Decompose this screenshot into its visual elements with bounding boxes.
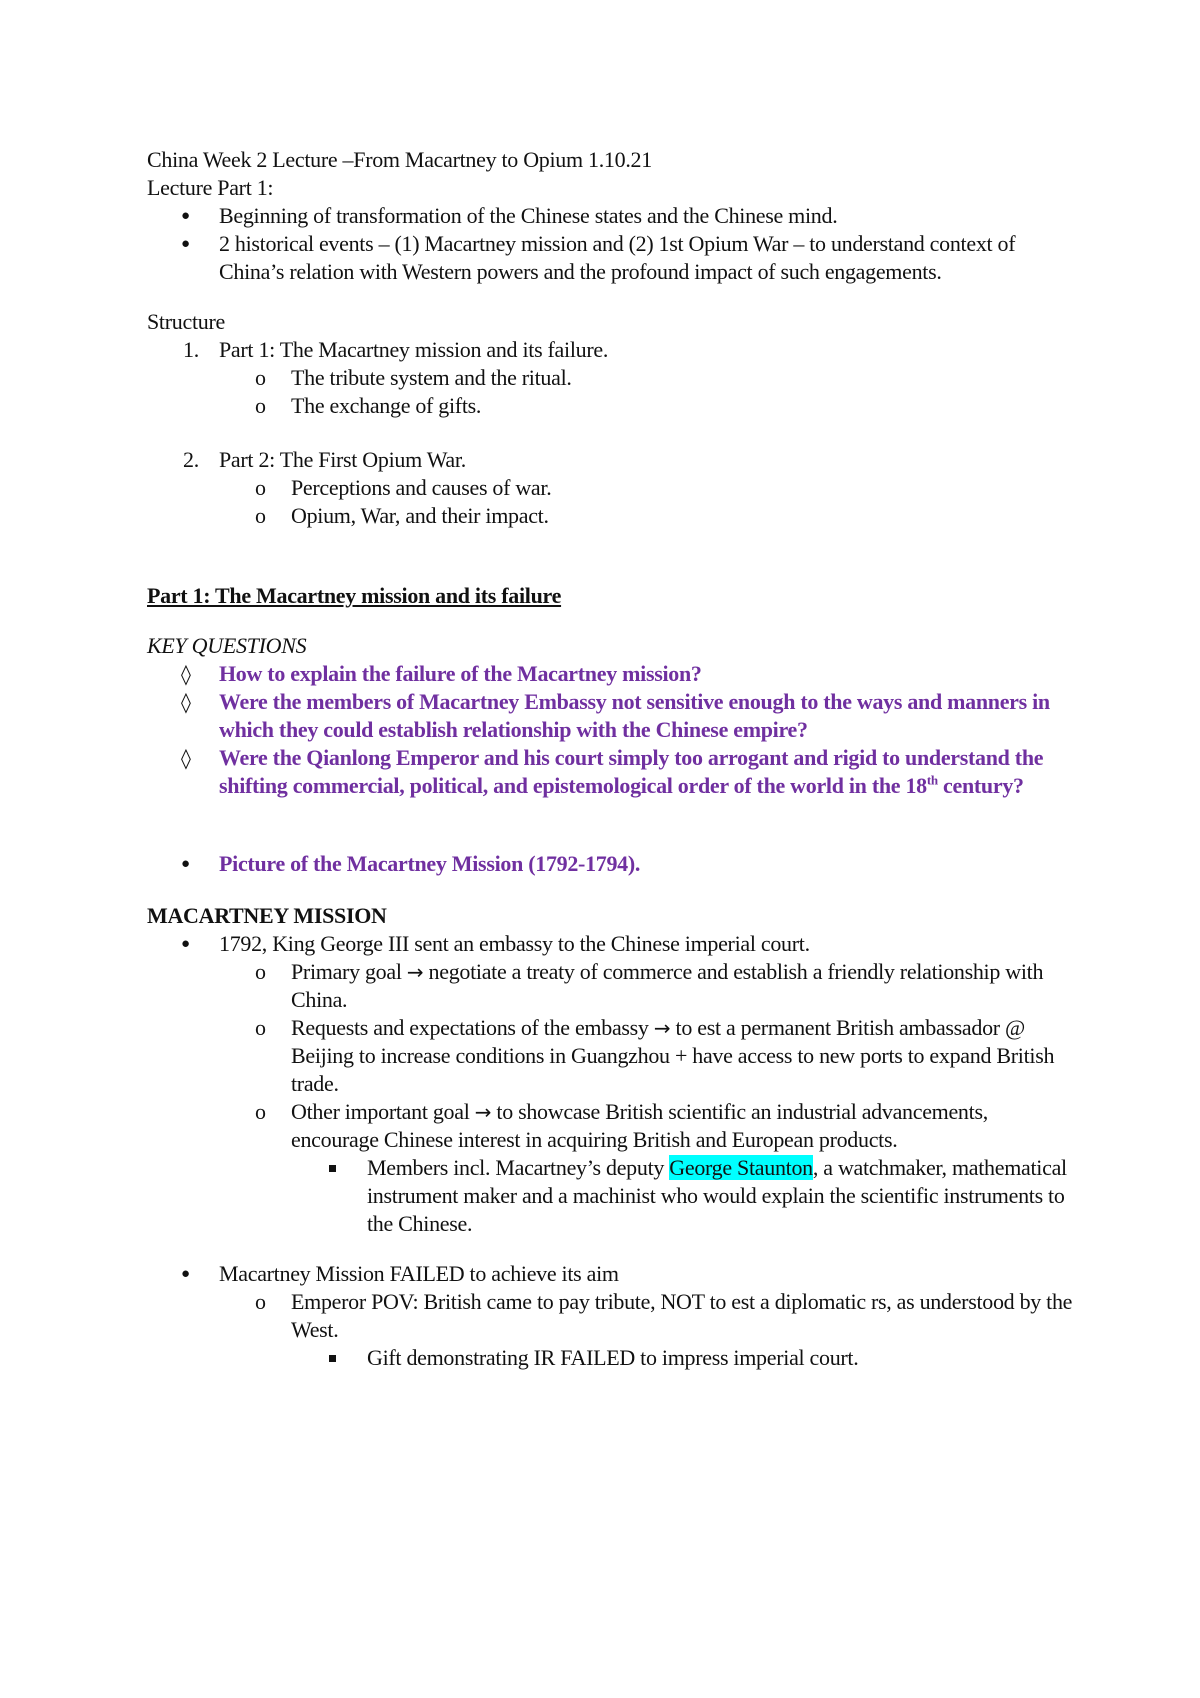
bullet-icon: ● xyxy=(181,208,190,224)
list-item: ● 1792, King George III sent an embassy to the Chinese imperial court. xyxy=(181,931,810,956)
structure-list xyxy=(147,336,1077,420)
list-item: Members incl. Macartney’s deputy George Staunton, a watchmaker, mathematical instrument maker and a machinist who would explain the scientific instruments to the Chinese. xyxy=(147,1154,1077,1238)
list-item: 2. Part 2: The First Opium War. xyxy=(183,447,466,472)
sub-bullet-icon: o xyxy=(255,1099,266,1124)
list-item: o The tribute system and the ritual. xyxy=(255,365,572,390)
key-questions-label: KEY QUESTIONS xyxy=(147,633,307,658)
list-item: ● 2 historical events – (1) Macartney mission and (2) 1st Opium War – to understand context of China’s relation with Western powers and the profound impact of such engagements. xyxy=(181,231,1016,284)
document-page xyxy=(147,146,1077,1372)
picture-list xyxy=(147,850,1077,878)
list-item: ● Macartney Mission FAILED to achieve its aim xyxy=(181,1261,619,1286)
mission-list xyxy=(147,930,1077,1238)
list-item: ● Picture of the Macartney Mission (1792-1794). xyxy=(181,851,641,876)
list-item: ◊ Were the Qianlong Emperor and his court simply too arrogant and rigid to understand the shifting commercial, political, and epistemological order of the world in the 18th century? xyxy=(181,745,1044,798)
part1-heading: Part 1: The Macartney mission and its failure xyxy=(147,583,562,608)
list-item: o Opium, War, and their impact. xyxy=(255,503,549,528)
sub-bullet-icon: o xyxy=(255,503,266,528)
bullet-icon: ● xyxy=(181,856,190,872)
square-bullet-icon xyxy=(329,1355,336,1362)
list-item: ◊ Were the members of Macartney Embassy not sensitive enough to the ways and manners in which they could establish relationship with the Chinese empire? xyxy=(181,689,1050,742)
sub-bullet-icon: o xyxy=(255,475,266,500)
bullet-icon: ● xyxy=(181,236,190,252)
square-bullet-icon xyxy=(329,1165,336,1172)
bullet-icon: ● xyxy=(181,1266,190,1282)
lecture-part-label: Lecture Part 1: xyxy=(147,175,274,200)
list-item: Gift demonstrating IR FAILED to impress imperial court. xyxy=(147,1344,1077,1372)
sub-bullet-icon: o xyxy=(255,959,266,984)
sub-bullet-icon: o xyxy=(255,1015,266,1040)
sub-bullet-icon: o xyxy=(255,365,266,390)
key-questions-list xyxy=(147,660,1077,800)
arrow-right-icon: → xyxy=(653,1016,671,1040)
structure-label: Structure xyxy=(147,309,225,334)
failure-list xyxy=(147,1260,1077,1372)
list-item: o Requests and expectations of the embassy → to est a permanent British ambassador @ Beijing to increase conditions in Guangzhou + have access to new ports to expand British trade. xyxy=(255,1015,1055,1096)
mission-heading: MACARTNEY MISSION xyxy=(147,903,387,928)
diamond-icon: ◊ xyxy=(181,690,191,714)
intro-list xyxy=(147,202,1077,286)
diamond-icon: ◊ xyxy=(181,662,191,686)
list-item: 1. Part 1: The Macartney mission and its failure. xyxy=(183,337,609,362)
sub-bullet-icon: o xyxy=(255,1289,266,1314)
list-item: o Primary goal → negotiate a treaty of commerce and establish a friendly relationship with China. xyxy=(255,959,1044,1012)
structure-list-2 xyxy=(147,446,1077,530)
list-item: o Other important goal → to showcase British scientific an industrial advancements, encourage Chinese interest in acquiring British and European products. xyxy=(255,1099,988,1152)
document-title: China Week 2 Lecture –From Macartney to Opium 1.10.21 xyxy=(147,147,652,172)
diamond-icon: ◊ xyxy=(181,746,191,770)
arrow-right-icon: → xyxy=(406,960,424,984)
list-item: ◊ How to explain the failure of the Macartney mission? xyxy=(181,661,702,686)
bullet-icon: ● xyxy=(181,936,190,952)
sub-bullet-icon: o xyxy=(255,393,266,418)
highlighted-name: George Staunton xyxy=(669,1155,813,1180)
list-item: ● Beginning of transformation of the Chinese states and the Chinese mind. xyxy=(181,203,838,228)
list-item: o Perceptions and causes of war. xyxy=(255,475,552,500)
list-item: o The exchange of gifts. xyxy=(255,393,482,418)
arrow-right-icon: → xyxy=(474,1100,492,1124)
list-item: o Emperor POV: British came to pay tribute, NOT to est a diplomatic rs, as understood by the West. xyxy=(255,1289,1073,1342)
